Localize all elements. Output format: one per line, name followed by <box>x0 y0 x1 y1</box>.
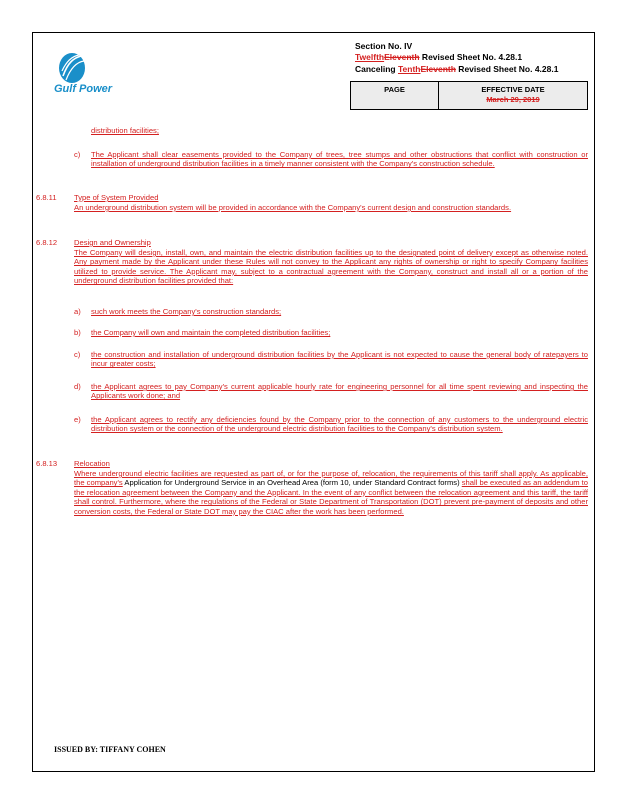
section-6-8-12-title: Design and Ownership <box>74 238 151 247</box>
list-item-e-label: e) <box>74 415 81 424</box>
list-item-c-text: the construction and installation of underground distribution facilities by the Applicant is not expected to cause the general body of ratepayers to incur greater costs; <box>91 350 588 369</box>
section-6-8-12-number: 6.8.12 <box>36 238 58 247</box>
relocation-form-reference: Application for Underground Service in an Overhead Area (form 10, under Standard Contract forms) <box>122 478 462 488</box>
list-item-d-text: the Applicant agrees to pay Company's current applicable hourly rate for engineering personnel for all time spent reviewing and inspecting the Applicants work done; and <box>91 382 588 401</box>
section-number: Section No. IV <box>355 41 413 51</box>
relocation-text-part-1: Where underground electric facilities are requested as part of, or for the purpose of, relocation, the requirements of this tariff shall apply. As applicable, the company's <box>74 469 588 488</box>
effective-date: March 29, 2019 <box>486 95 540 104</box>
issued-by: ISSUED BY: TIFFANY COHEN <box>54 745 166 754</box>
revised-sheet-line <box>355 52 522 63</box>
revision-old: Eleventh <box>384 52 420 62</box>
list-item-d-label: d) <box>74 382 81 391</box>
canceling-rest: Revised Sheet No. 4.28.1 <box>455 64 559 74</box>
section-6-8-12-text: The Company will design, install, own, and maintain the electric distribution facilities up to the designated point of delivery except as otherwise noted. Any payment made by the Applicant under these Rules will not convey to the Applicant any rights of ownership or right to specify Company facilities utilized to provide service. The Applicant may, subject to a contractual agreement with the Company, construct and install all or a portion of the underground distribution facilities provided that: <box>74 248 588 286</box>
section-6-8-11-title: Type of System Provided <box>74 193 159 202</box>
page-frame <box>32 32 595 772</box>
canceling-new: Tenth <box>397 64 421 74</box>
canceling-sheet-line <box>355 64 558 75</box>
section-6-8-13-number: 6.8.13 <box>36 459 58 468</box>
effective-label: EFFECTIVE DATE <box>481 85 545 94</box>
canceling-prefix: Canceling <box>355 64 398 74</box>
section-6-8-11-number: 6.8.11 <box>36 193 57 202</box>
list-item-b-text: the Company will own and maintain the completed distribution facilities; <box>91 328 331 337</box>
page-label: PAGE <box>351 82 439 109</box>
page-effective-table <box>350 81 588 110</box>
list-item-e-text: the Applicant agrees to rectify any deficiencies found by the Company prior to the connection of any customers to the underground electric distribution system or the connection of the underground electric distribution facilities to the Company's distribution system. <box>91 415 588 434</box>
canceling-old: Eleventh <box>420 64 456 74</box>
section-6-8-11-text: An underground distribution system will be provided in accordance with the Company's current design and construction standards. <box>74 203 512 212</box>
item-c-label: c) <box>74 150 81 159</box>
list-item-a-label: a) <box>74 307 81 316</box>
section-6-8-13-title: Relocation <box>74 459 110 468</box>
continued-text: distribution facilities; <box>91 126 159 135</box>
list-item-c-label: c) <box>74 350 81 359</box>
revision-rest: Revised Sheet No. 4.28.1 <box>419 52 523 62</box>
list-item-b-label: b) <box>74 328 81 337</box>
item-c-text: The Applicant shall clear easements provided to the Company of trees, tree stumps and other obstructions that conflict with construction or installation of underground distribution facilities in a timely manner consistent with the Company's construction schedule. <box>91 150 588 169</box>
logo-text: Gulf Power <box>54 83 113 95</box>
section-6-8-13-text <box>74 469 588 516</box>
effective-cell <box>439 82 587 109</box>
revision-new: Twelfth <box>355 52 385 62</box>
list-item-a-text: such work meets the Company's construction standards; <box>91 307 282 316</box>
relocation-text-part-2: shall be executed as an addendum to the relocation agreement between the Company and the Applicant. In the event of any conflict between the relocation agreement and this tariff, the tariff shall control. Furthermore, where the regulations of the Federal or State Department of Transportation (DOT) prevent pre-payment of deposits and other conversion costs, the Federal or State DOT may pay the CIAC after the work has been performed. <box>74 478 588 516</box>
